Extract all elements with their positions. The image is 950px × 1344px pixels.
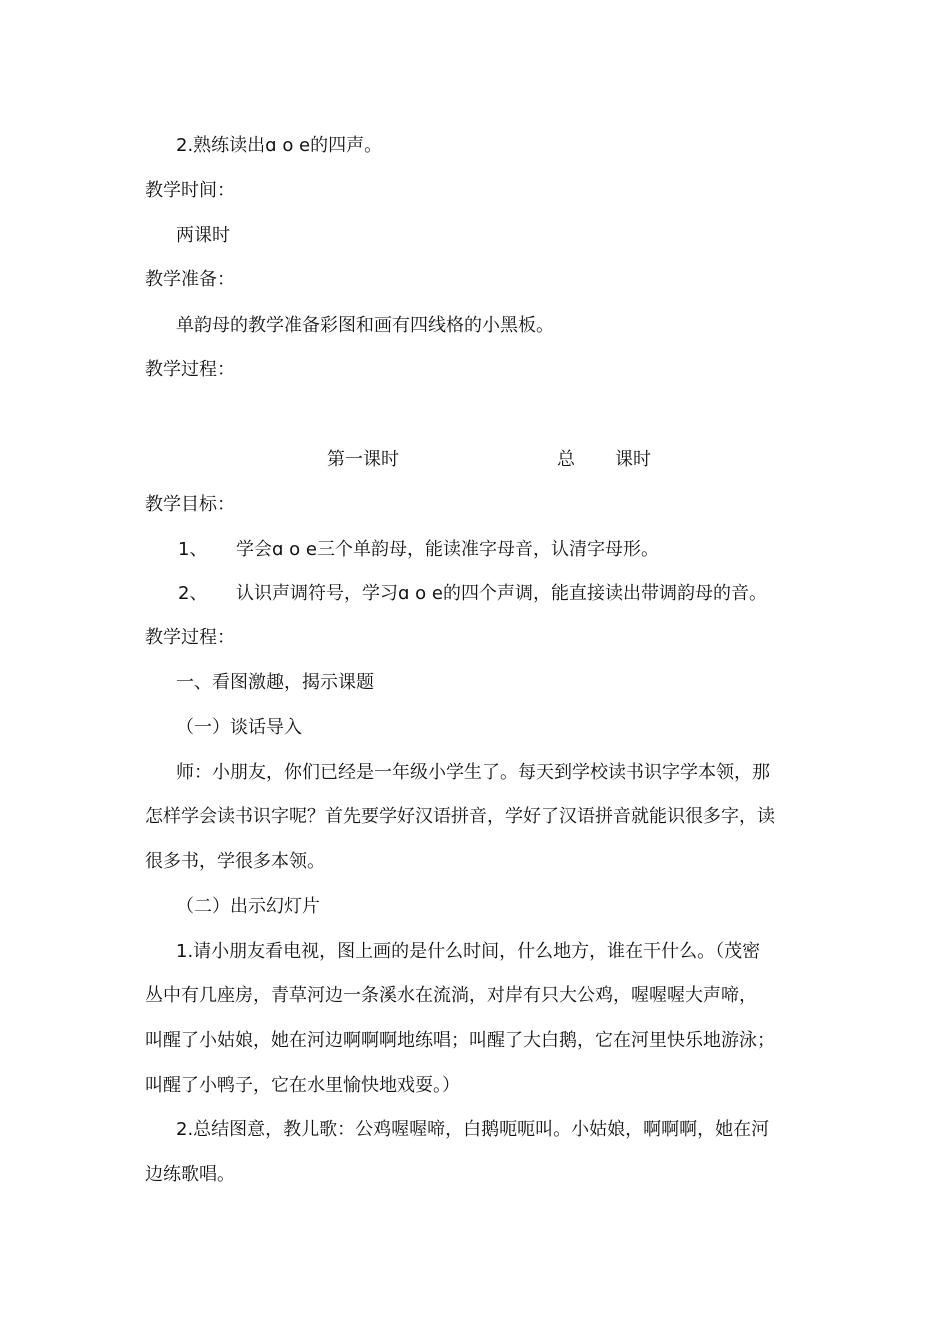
paragraph-line: 边练歌唱。 [145,1164,235,1185]
teaching-process-label: 教学过程： [145,359,235,380]
paragraph-line: 丛中有几座房，青草河边一条溪水在流淌，对岸有只大公鸡，喔喔喔大声啼， [145,985,757,1006]
total-label: 总 [557,449,575,470]
paragraph-line: 2.总结图意，教儿歌：公鸡喔喔啼，白鹅呃呃叫。小姑娘，啊啊啊，她在河 [176,1119,770,1140]
paragraph-line: 很多书，学很多本领。 [145,851,325,872]
goals-label: 教学目标： [145,494,235,515]
step-heading: 一、看图激趣，揭示课题 [176,672,374,693]
goal-2-text: 2.熟练读出ɑ o e的四声。 [176,135,383,156]
teaching-prep-value: 单韵母的教学准备彩图和画有四线格的小黑板。 [176,315,554,336]
teaching-prep-label: 教学准备： [145,269,235,290]
goal-text: 学会ɑ o e三个单韵母，能读准字母音，认清字母形。 [236,539,659,560]
paragraph-line: 叫醒了小鸭子，它在水里愉快地戏耍。） [145,1075,460,1096]
goal-number: 2、 [178,583,208,604]
goal-number: 1、 [178,539,208,560]
lesson-title: 第一课时 [327,449,399,470]
process-label: 教学过程： [145,627,235,648]
goal-text: 认识声调符号，学习ɑ o e的四个声调，能直接读出带调韵母的音。 [236,583,767,604]
sub-heading: （二）出示幻灯片 [176,896,320,917]
paragraph-line: 1.请小朋友看电视，图上画的是什么时间，什么地方，谁在干什么。（茂密 [176,941,761,962]
sub-heading: （一）谈话导入 [176,717,302,738]
teaching-time-label: 教学时间： [145,180,235,201]
paragraph-line: 怎样学会读书识字呢？首先要学好汉语拼音，学好了汉语拼音就能识很多字，读 [145,806,775,827]
paragraph-line: 叫醒了小姑娘，她在河边啊啊啊地练唱；叫醒了大白鹅，它在河里快乐地游泳； [145,1030,775,1051]
teaching-time-value: 两课时 [176,225,230,246]
paragraph-line: 师：小朋友，你们已经是一年级小学生了。每天到学校读书识字学本领，那 [176,762,770,783]
hours-label: 课时 [615,449,651,470]
